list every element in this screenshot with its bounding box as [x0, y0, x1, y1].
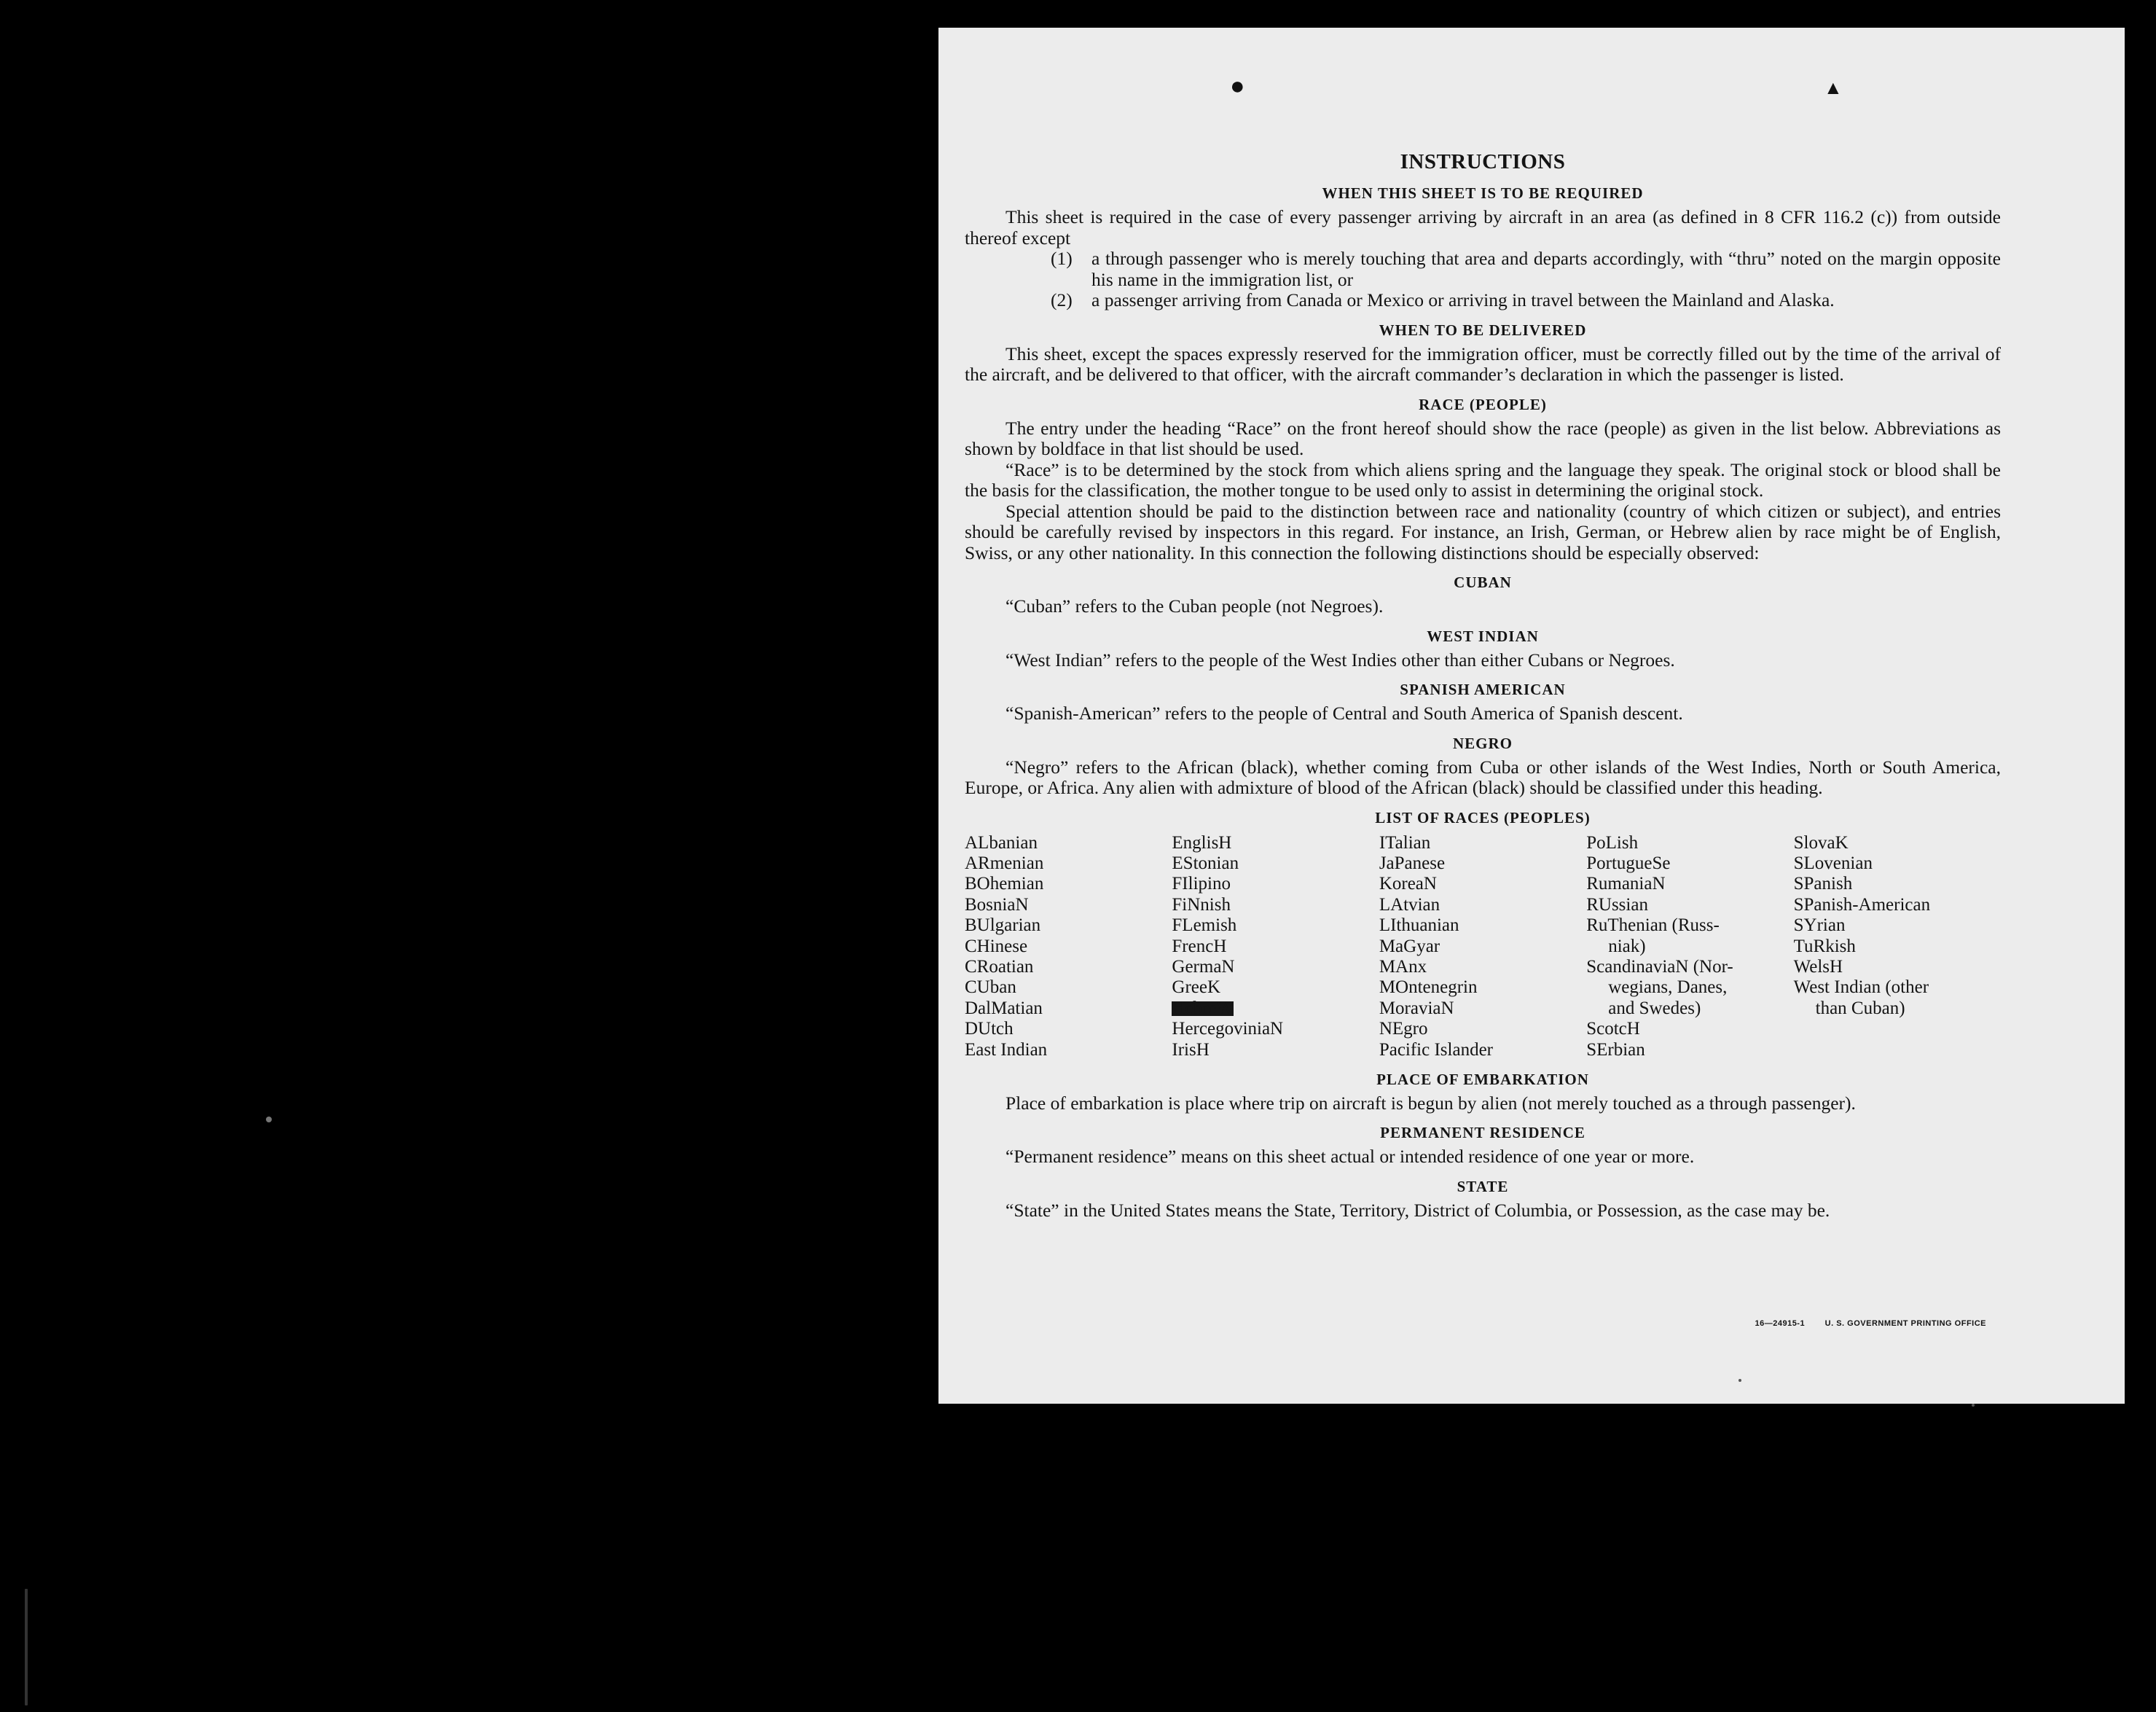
exception-number: (1) — [1051, 248, 1073, 269]
race-entry: HercegoviniaN — [1172, 1019, 1284, 1039]
race-entry: CUban — [965, 977, 1016, 998]
race-entry: RUssian — [1586, 894, 1648, 915]
exception-item — [1051, 290, 2001, 311]
race-entry: RuThenian (Russ- — [1586, 915, 1720, 936]
race-entry: ALbanian — [965, 832, 1038, 853]
section-heading-cuban: CUBAN — [1454, 574, 1512, 591]
race-entry: East Indian — [965, 1039, 1048, 1060]
section-heading-list-of-races: LIST OF RACES (PEOPLES) — [1375, 808, 1591, 826]
race-entry-continued: and Swedes) — [1608, 998, 1701, 1018]
race-entry: MAnx — [1379, 956, 1427, 977]
race-column-1 — [965, 833, 1172, 1060]
race-column-5 — [1794, 833, 2001, 1060]
scan-speck — [1738, 1379, 1741, 1382]
section-heading-when-required: WHEN THIS SHEET IS TO BE REQUIRED — [1322, 184, 1644, 202]
race-column-3 — [1379, 833, 1586, 1060]
exception-number: (2) — [1051, 289, 1073, 310]
race-entry: MaGyar — [1379, 936, 1440, 956]
paragraph-embarkation: Place of embarkation is place where trip on aircraft is begun by alien (not merely touched as a through passenger). — [1006, 1092, 1856, 1114]
exception-text: a passenger arriving from Canada or Mexico or arriving in travel between the Mainland and Alaska. — [1091, 289, 1835, 310]
race-entry-continued: than Cuban) — [1815, 998, 1905, 1018]
document-page — [938, 28, 2125, 1404]
race-entry: LIthuanian — [1379, 915, 1459, 936]
page-title: INSTRUCTIONS — [1400, 150, 1566, 173]
printer-name: U. S. GOVERNMENT PRINTING OFFICE — [1824, 1319, 1986, 1328]
race-entry: ARmenian — [965, 853, 1044, 873]
race-entry: KoreaN — [1379, 874, 1437, 894]
race-entry: RumaniaN — [1586, 874, 1666, 894]
paragraph-race-2: “Race” is to be determined by the stock from which aliens spring and the language they speak. The original stock or blood shall be the basis for the classification, the mother tongue to be used only to assist in determining the original stock. — [965, 458, 2001, 501]
race-entry: LAtvian — [1379, 894, 1440, 915]
exception-item — [1051, 249, 2001, 290]
section-heading-spanish-american: SPANISH AMERICAN — [1400, 681, 1566, 698]
race-entry: BUlgarian — [965, 915, 1041, 936]
race-entry: IrisH — [1172, 1039, 1210, 1060]
race-entry: FIlipino — [1172, 874, 1231, 894]
race-entry: JaPanese — [1379, 853, 1446, 873]
race-column-2 — [1172, 833, 1379, 1060]
paragraph-west-indian: “West Indian” refers to the people of the West Indies other than either Cubans or Negroes. — [1006, 649, 1675, 671]
race-entry: FLemish — [1172, 915, 1237, 936]
document-content — [965, 150, 2001, 1221]
paragraph-state: “State” in the United States means the State, Territory, District of Columbia, or Possession, as the case may be. — [1006, 1199, 1830, 1221]
race-entry: ScotcH — [1586, 1019, 1640, 1039]
race-entry: Pacific Islander — [1379, 1039, 1493, 1060]
race-entry: PortugueSe — [1586, 853, 1671, 873]
race-entry: SlovaK — [1793, 832, 1849, 853]
race-entry: SLovenian — [1793, 853, 1873, 873]
race-entry: GreeK — [1172, 977, 1221, 998]
race-entry-continued: niak) — [1608, 936, 1646, 956]
exception-text: a through passenger who is merely touching that area and departs accordingly, with “thru” noted on the margin opposite his name in the immigration list, or — [1091, 248, 2001, 290]
race-entry: ITalian — [1379, 832, 1431, 853]
paragraph-negro: “Negro” refers to the African (black), whether coming from Cuba or other islands of the West Indies, North or South America, Europe, or Africa. Any alien with admixture of blood of the African (black) should be classified under this heading. — [965, 756, 2001, 798]
race-entry: DalMatian — [965, 998, 1043, 1018]
race-column-4 — [1586, 833, 1793, 1060]
scan-speck — [266, 1117, 272, 1122]
race-entry: SYrian — [1793, 915, 1846, 936]
race-entry: SPanish-American — [1793, 894, 1931, 915]
paragraph-race-3: Special attention should be paid to the distinction between race and nationality (country of which citizen or subject), and entries should be carefully revised by inspectors in this regard. For instance, an Irish, German, or Hebrew alien by race might be of English, Swiss, or any other nationality. In this connection the following distinctions should be especially observed: — [965, 500, 2001, 563]
paragraph-residence: “Permanent residence” means on this sheet actual or intended residence of one year or more. — [1006, 1146, 1695, 1168]
scan-speck — [25, 1589, 28, 1705]
race-entry: CHinese — [965, 936, 1028, 956]
paragraph-cuban: “Cuban” refers to the Cuban people (not Negroes). — [1006, 595, 1384, 617]
race-entry: DUtch — [965, 1019, 1014, 1039]
race-entry-redacted — [1172, 998, 1379, 1019]
race-entry: BosniaN — [965, 894, 1029, 915]
race-entry: SErbian — [1586, 1039, 1645, 1060]
paragraph-when-required: This sheet is required in the case of every passenger arriving by aircraft in an area (as defined in 8 CFR 116.2 (c)) from outside thereof except — [965, 206, 2001, 249]
section-heading-race: RACE (PEOPLE) — [1419, 395, 1547, 413]
race-entry: BOhemian — [965, 874, 1044, 894]
race-list — [965, 833, 2001, 1060]
section-heading-state: STATE — [1457, 1177, 1509, 1195]
race-entry: ScandinaviaN (Nor- — [1586, 956, 1733, 977]
form-code: 16—24915-1 — [1755, 1319, 1806, 1328]
section-heading-west-indian: WEST INDIAN — [1427, 627, 1539, 645]
section-heading-negro: NEGRO — [1452, 734, 1513, 752]
paragraph-race-1: The entry under the heading “Race” on the front hereof should show the race (people) as given in the list below. Abbreviations as shown by boldface in that list should be used. — [965, 417, 2001, 459]
punch-mark-right: ▲ — [1824, 77, 1843, 98]
paragraph-when-delivered: This sheet, except the spaces expressly reserved for the immigration officer, must be correctly filled out by the time of the arrival of the aircraft, and be delivered to that officer, with the aircraft commander’s declaration in which the passenger is listed. — [965, 343, 2001, 385]
race-entry-continued: wegians, Danes, — [1608, 977, 1728, 998]
race-entry: WelsH — [1793, 956, 1843, 977]
race-entry: CRoatian — [965, 956, 1034, 977]
race-entry: West Indian (other — [1793, 977, 1929, 998]
paragraph-spanish-american: “Spanish-American” refers to the people of Central and South America of Spanish descent. — [1006, 703, 1683, 724]
race-entry: NEgro — [1379, 1019, 1428, 1039]
section-heading-when-delivered: WHEN TO BE DELIVERED — [1379, 321, 1587, 339]
race-entry: MOntenegrin — [1379, 977, 1478, 998]
punch-mark-left: ● — [1230, 73, 1245, 100]
race-entry: FiNnish — [1172, 894, 1231, 915]
section-heading-residence: PERMANENT RESIDENCE — [1380, 1124, 1585, 1142]
race-entry: PoLish — [1586, 832, 1639, 853]
section-heading-embarkation: PLACE OF EMBARKATION — [1376, 1070, 1589, 1088]
race-entry: SPanish — [1793, 874, 1853, 894]
race-entry: FrencH — [1172, 936, 1227, 956]
scan-speck — [1972, 1404, 1975, 1407]
race-entry: GermaN — [1172, 956, 1235, 977]
printer-imprint — [1755, 1319, 1986, 1328]
race-entry: EStonian — [1172, 853, 1239, 873]
race-entry: EnglisH — [1172, 832, 1232, 853]
redaction-mark: HebreW — [1172, 998, 1234, 1018]
race-entry: MoraviaN — [1379, 998, 1454, 1018]
race-entry: TuRkish — [1793, 936, 1856, 956]
